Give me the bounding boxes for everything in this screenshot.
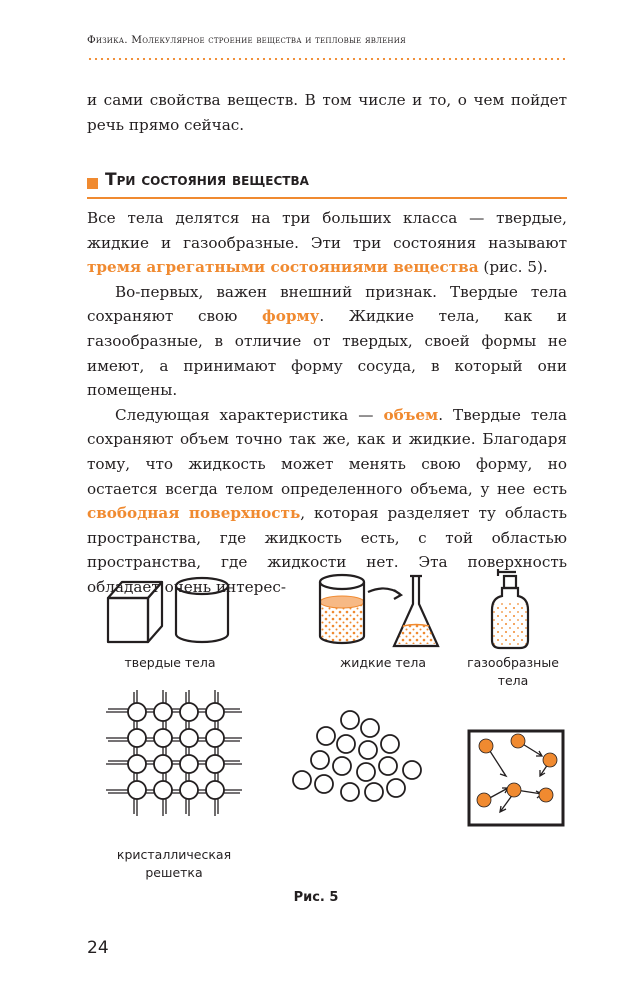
body-text — [87, 206, 567, 600]
term-volume: объем — [383, 405, 439, 424]
header-dotted-divider — [87, 58, 565, 60]
paragraph-1 — [87, 206, 567, 280]
para3-text: Следующая характеристика — — [115, 405, 384, 424]
para1-text: Все тела делятся на три больших класса — твердые, жидкие и газообразные. Эти три состояния называют — [87, 209, 567, 252]
para3-middle: . Твердые тела сохраняют объем точно так же, как и жидкие. Благодаря тому, что жидкость может менять свою форму, но остается всегда телом определенного объема, у нее есть — [87, 405, 567, 498]
caption-solid: твердые тела — [124, 655, 216, 670]
page-number: 24 — [87, 938, 109, 958]
caption-gas: газообразные тела — [467, 655, 559, 688]
section-heading — [87, 170, 567, 199]
term-shape: форму — [262, 307, 320, 326]
gas-molecules-illustration — [466, 728, 566, 828]
paragraph-2 — [87, 280, 567, 403]
intro-paragraph — [87, 88, 567, 137]
crystal-lattice-illustration — [104, 688, 244, 818]
liquid-bodies-illustration — [310, 568, 460, 658]
para1-tail: (рис. 5). — [478, 258, 548, 277]
term-aggregate-states: тремя агрегатными состояниями вещества — [87, 258, 479, 277]
caption-liquid: жидкие тела — [340, 655, 426, 670]
caption-lattice: кристаллическая решетка — [116, 847, 232, 880]
para2-text: Во-первых, важен внешний признак. Твердые тела сохраняют свою — [87, 282, 567, 326]
para3-tail: , которая разделяет ту область пространства, где жидкость есть, с той областью пространства, где жидкости нет. Эта поверхность обладает очень интерес- — [87, 504, 568, 596]
liquid-molecules-illustration — [290, 708, 430, 808]
running-header: Физика. Молекулярное строение вещества и тепловые явления — [87, 34, 406, 46]
section-title: Три состояния вещества — [105, 170, 309, 190]
solid-bodies-illustration — [100, 570, 240, 650]
gas-bottle-illustration — [480, 566, 540, 656]
figure-caption: Рис. 5 — [293, 890, 339, 905]
term-free-surface: свободная поверхность — [87, 504, 301, 523]
para2-tail: . Жидкие тела, как и газообразные, в отличие от твердых, своей формы не имеют, а принимают форму сосуда, в который они помещены. — [87, 307, 567, 400]
intro-text: и сами свойства веществ. В том числе и то, о чем пойдет речь прямо сейчас. — [87, 91, 567, 134]
section-bullet-icon — [87, 178, 98, 189]
